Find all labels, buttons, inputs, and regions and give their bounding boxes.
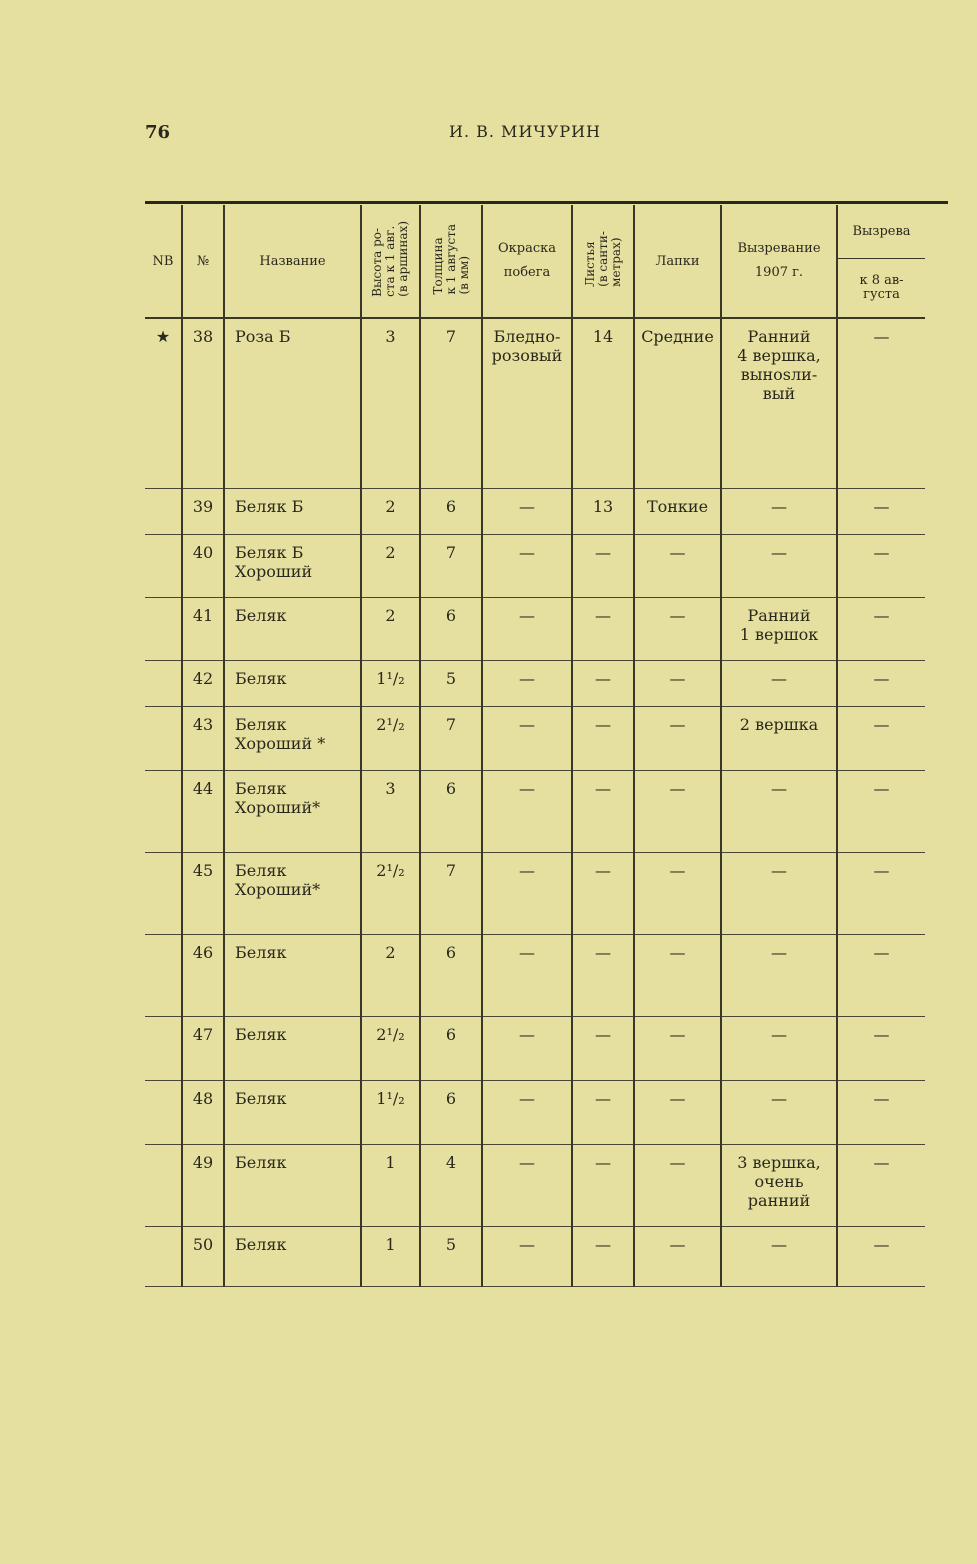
col-ripening2-top: Вызрева — [838, 206, 925, 259]
cell-height: 2¹/₂ — [361, 706, 420, 770]
cell-leaves: — — [572, 770, 634, 852]
cell-ripening: 2 вершка — [721, 706, 837, 770]
cell-num: 44 — [182, 770, 224, 852]
col-ripening2 — [837, 205, 925, 318]
cell-name: Беляк — [224, 597, 361, 660]
cell-ripening2: — — [837, 706, 925, 770]
table-row — [145, 934, 925, 1016]
cell-name: Беляк Хороший* — [224, 770, 361, 852]
cell-paws: — — [634, 770, 721, 852]
cell-ripening2: — — [837, 660, 925, 706]
cell-color: Бледно- розовый — [482, 318, 572, 488]
cell-paws: — — [634, 706, 721, 770]
header-row — [145, 205, 925, 318]
cell-paws: — — [634, 660, 721, 706]
cell-nb — [145, 660, 182, 706]
cell-name: Беляк Б Хороший — [224, 534, 361, 597]
table-row — [145, 597, 925, 660]
col-paws: Лапки — [634, 205, 721, 318]
cell-ripening: — — [721, 852, 837, 934]
cell-paws: — — [634, 1080, 721, 1144]
cell-leaves: — — [572, 1016, 634, 1080]
col-thickness-label: Толщина к 1 августа (в мм) — [430, 223, 471, 295]
cell-name: Беляк Хороший* — [224, 852, 361, 934]
table-row — [145, 852, 925, 934]
cell-thickness: 5 — [420, 660, 482, 706]
cell-ripening2: — — [837, 318, 925, 488]
cell-paws: — — [634, 597, 721, 660]
cell-color: — — [482, 706, 572, 770]
cell-paws: Средние — [634, 318, 721, 488]
page-number: 76 — [145, 122, 171, 143]
cell-num: 50 — [182, 1226, 224, 1286]
running-title: И. В. МИЧУРИН — [449, 122, 601, 141]
cell-num: 42 — [182, 660, 224, 706]
cell-ripening: Ранний 1 вершок — [721, 597, 837, 660]
cell-thickness: 7 — [420, 534, 482, 597]
cell-color: — — [482, 1016, 572, 1080]
cell-leaves: — — [572, 597, 634, 660]
cell-ripening: 3 вершка, очень ранний — [721, 1144, 837, 1226]
cell-ripening: — — [721, 770, 837, 852]
cell-name: Беляк Б — [224, 488, 361, 534]
cell-name: Беляк — [224, 1016, 361, 1080]
cell-ripening: — — [721, 1226, 837, 1286]
cell-ripening: — — [721, 488, 837, 534]
cell-nb — [145, 1016, 182, 1080]
cell-nb — [145, 852, 182, 934]
cell-paws: — — [634, 1016, 721, 1080]
table-row — [145, 770, 925, 852]
cell-num: 40 — [182, 534, 224, 597]
table-row — [145, 1226, 925, 1286]
cell-height: 3 — [361, 318, 420, 488]
table-row — [145, 1016, 925, 1080]
col-ripening: Вызревание 1907 г. — [721, 205, 837, 318]
col-name: Название — [224, 205, 361, 318]
cell-paws: — — [634, 934, 721, 1016]
cell-leaves: 13 — [572, 488, 634, 534]
cell-height: 2 — [361, 934, 420, 1016]
cell-nb — [145, 1144, 182, 1226]
cell-nb — [145, 534, 182, 597]
col-height-label: Высота ро- ста к 1 авг. (в аршинах) — [370, 221, 410, 297]
cell-ripening: — — [721, 1016, 837, 1080]
cell-height: 2¹/₂ — [361, 852, 420, 934]
cell-ripening2: — — [837, 597, 925, 660]
cell-ripening2: — — [837, 770, 925, 852]
cell-color: — — [482, 852, 572, 934]
cell-color: — — [482, 597, 572, 660]
cell-num: 38 — [182, 318, 224, 488]
cell-height: 3 — [361, 770, 420, 852]
cell-height: 1 — [361, 1226, 420, 1286]
cell-leaves: — — [572, 852, 634, 934]
cell-thickness: 7 — [420, 852, 482, 934]
cell-leaves: — — [572, 1144, 634, 1226]
cell-ripening: — — [721, 534, 837, 597]
cell-num: 43 — [182, 706, 224, 770]
cell-ripening: Ранний 4 вершка, вынosли- вый — [721, 318, 837, 488]
varieties-table — [145, 205, 925, 1287]
table-row — [145, 488, 925, 534]
cell-nb — [145, 706, 182, 770]
cell-thickness: 4 — [420, 1144, 482, 1226]
cell-thickness: 5 — [420, 1226, 482, 1286]
cell-height: 2¹/₂ — [361, 1016, 420, 1080]
cell-height: 1¹/₂ — [361, 1080, 420, 1144]
cell-name: Беляк — [224, 1144, 361, 1226]
cell-color: — — [482, 660, 572, 706]
cell-ripening: — — [721, 934, 837, 1016]
cell-color: — — [482, 770, 572, 852]
cell-ripening: — — [721, 660, 837, 706]
cell-thickness: 7 — [420, 706, 482, 770]
cell-num: 39 — [182, 488, 224, 534]
cell-color: — — [482, 1226, 572, 1286]
cell-leaves: 14 — [572, 318, 634, 488]
cell-ripening2: — — [837, 1016, 925, 1080]
col-leaves-label: Листья (в санти- метрах) — [582, 231, 623, 287]
cell-nb — [145, 1226, 182, 1286]
cell-ripening2: — — [837, 1226, 925, 1286]
cell-name: Беляк Хороший * — [224, 706, 361, 770]
cell-paws: — — [634, 1226, 721, 1286]
table-row — [145, 706, 925, 770]
col-height — [361, 205, 420, 318]
cell-leaves: — — [572, 706, 634, 770]
cell-num: 41 — [182, 597, 224, 660]
col-color: Окраска побега — [482, 205, 572, 318]
cell-leaves: — — [572, 534, 634, 597]
cell-num: 47 — [182, 1016, 224, 1080]
cell-num: 45 — [182, 852, 224, 934]
cell-paws: — — [634, 852, 721, 934]
cell-paws: Тонкие — [634, 488, 721, 534]
table-row — [145, 1144, 925, 1226]
table-row — [145, 318, 925, 488]
cell-leaves: — — [572, 660, 634, 706]
cell-height: 1¹/₂ — [361, 660, 420, 706]
cell-nb — [145, 488, 182, 534]
cell-ripening2: — — [837, 934, 925, 1016]
cell-num: 46 — [182, 934, 224, 1016]
table-row — [145, 660, 925, 706]
cell-num: 49 — [182, 1144, 224, 1226]
cell-height: 1 — [361, 1144, 420, 1226]
cell-name: Беляк — [224, 1080, 361, 1144]
cell-paws: — — [634, 1144, 721, 1226]
top-rule — [145, 201, 948, 204]
cell-name: Роза Б — [224, 318, 361, 488]
cell-nb — [145, 770, 182, 852]
col-number: № — [182, 205, 224, 318]
cell-thickness: 6 — [420, 488, 482, 534]
col-thickness — [420, 205, 482, 318]
cell-nb — [145, 1080, 182, 1144]
cell-ripening2: — — [837, 1144, 925, 1226]
table-row — [145, 534, 925, 597]
cell-nb: ★ — [145, 318, 182, 488]
cell-color: — — [482, 1144, 572, 1226]
cell-color: — — [482, 534, 572, 597]
cell-thickness: 6 — [420, 934, 482, 1016]
cell-thickness: 6 — [420, 597, 482, 660]
cell-nb — [145, 934, 182, 1016]
cell-leaves: — — [572, 934, 634, 1016]
col-leaves — [572, 205, 634, 318]
cell-leaves: — — [572, 1080, 634, 1144]
cell-ripening2: — — [837, 852, 925, 934]
cell-thickness: 6 — [420, 770, 482, 852]
cell-ripening2: — — [837, 1080, 925, 1144]
cell-ripening2: — — [837, 488, 925, 534]
cell-thickness: 6 — [420, 1016, 482, 1080]
cell-paws: — — [634, 534, 721, 597]
table-row — [145, 1080, 925, 1144]
cell-nb — [145, 597, 182, 660]
col-nb: NB — [145, 205, 182, 318]
cell-name: Беляк — [224, 934, 361, 1016]
col-ripening2-bottom: к 8 ав- густа — [859, 272, 904, 302]
cell-color: — — [482, 488, 572, 534]
cell-num: 48 — [182, 1080, 224, 1144]
cell-height: 2 — [361, 597, 420, 660]
cell-color: — — [482, 934, 572, 1016]
cell-name: Беляк — [224, 1226, 361, 1286]
cell-height: 2 — [361, 488, 420, 534]
cell-height: 2 — [361, 534, 420, 597]
cell-thickness: 6 — [420, 1080, 482, 1144]
cell-ripening: — — [721, 1080, 837, 1144]
cell-leaves: — — [572, 1226, 634, 1286]
cell-thickness: 7 — [420, 318, 482, 488]
cell-color: — — [482, 1080, 572, 1144]
cell-name: Беляк — [224, 660, 361, 706]
cell-ripening2: — — [837, 534, 925, 597]
